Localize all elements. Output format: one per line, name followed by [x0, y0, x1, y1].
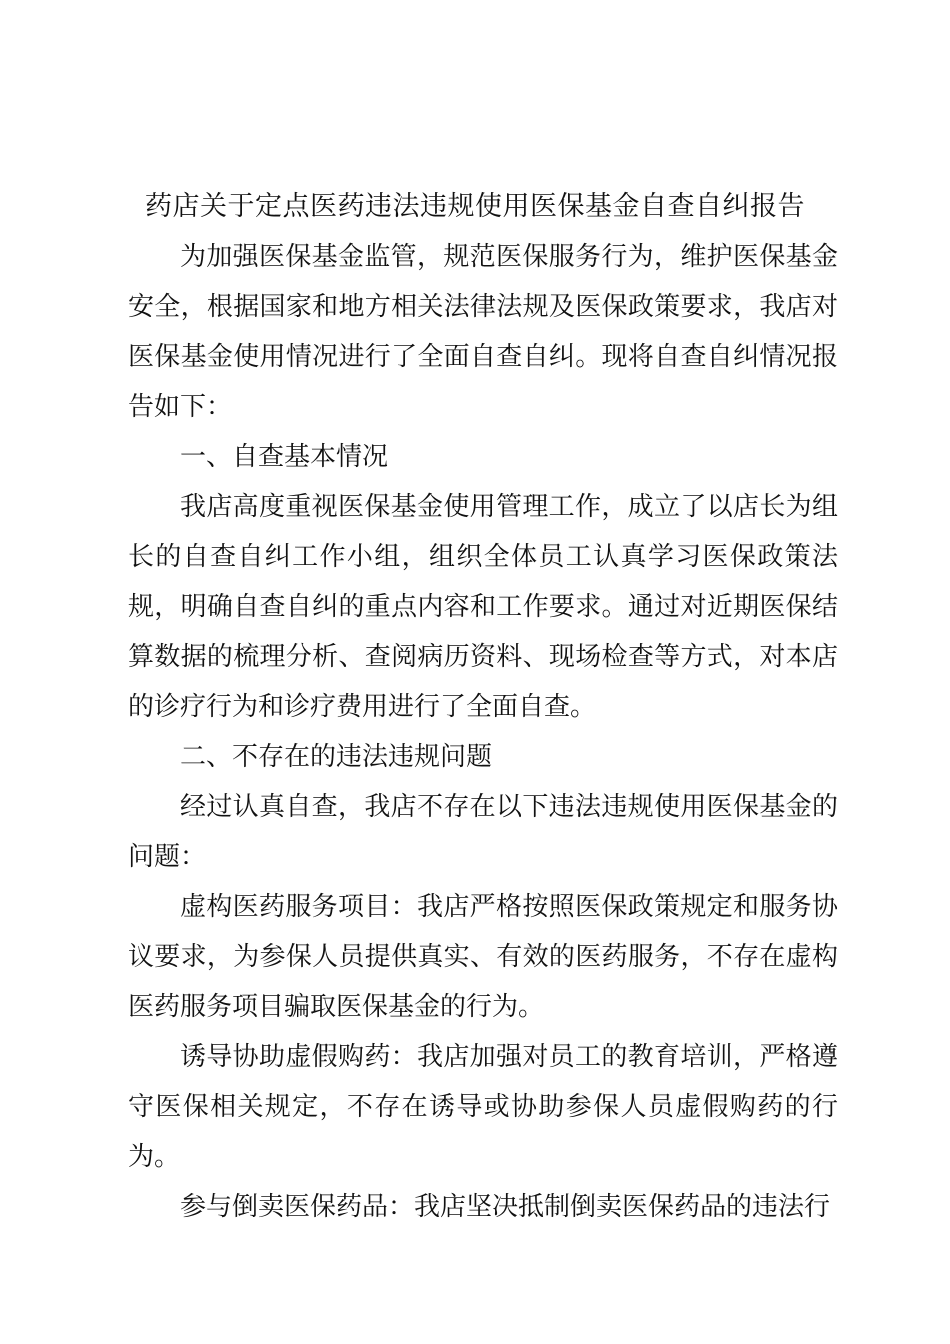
item-resale-drugs-paragraph: 参与倒卖医保药品：我店坚决抵制倒卖医保药品的违法行 — [180, 1192, 831, 1222]
section-heading-1: 一、自查基本情况 — [180, 442, 389, 472]
section-heading-2: 二、不存在的违法违规问题 — [180, 742, 493, 772]
item-induced-purchase-paragraph: 诱导协助虚假购药：我店加强对员工的教育培训，严格遵守医保相关规定，不存在诱导或协助参保人员虚假购药的行为。 — [128, 1042, 838, 1172]
section-2-intro-paragraph: 经过认真自查，我店不存在以下违法违规使用医保基金的问题： — [128, 792, 838, 872]
section-1-paragraph: 我店高度重视医保基金使用管理工作，成立了以店长为组长的自查自纠工作小组，组织全体员工认真学习医保政策法规，明确自查自纠的重点内容和工作要求。通过对近期医保结算数据的梳理分析、查阅病历资料、现场检查等方式，对本店的诊疗行为和诊疗费用进行了全面自查。 — [128, 492, 838, 722]
document-title: 药店关于定点医药违法违规使用医保基金自查自纠报告 — [145, 191, 805, 222]
item-fictitious-services-paragraph: 虚构医药服务项目：我店严格按照医保政策规定和服务协议要求，为参保人员提供真实、有效的医药服务，不存在虚构医药服务项目骗取医保基金的行为。 — [128, 892, 838, 1022]
intro-paragraph: 为加强医保基金监管，规范医保服务行为，维护医保基金安全，根据国家和地方相关法律法规及医保政策要求，我店对医保基金使用情况进行了全面自查自纠。现将自查自纠情况报告如下： — [128, 242, 838, 422]
document-body — [128, 232, 838, 1232]
